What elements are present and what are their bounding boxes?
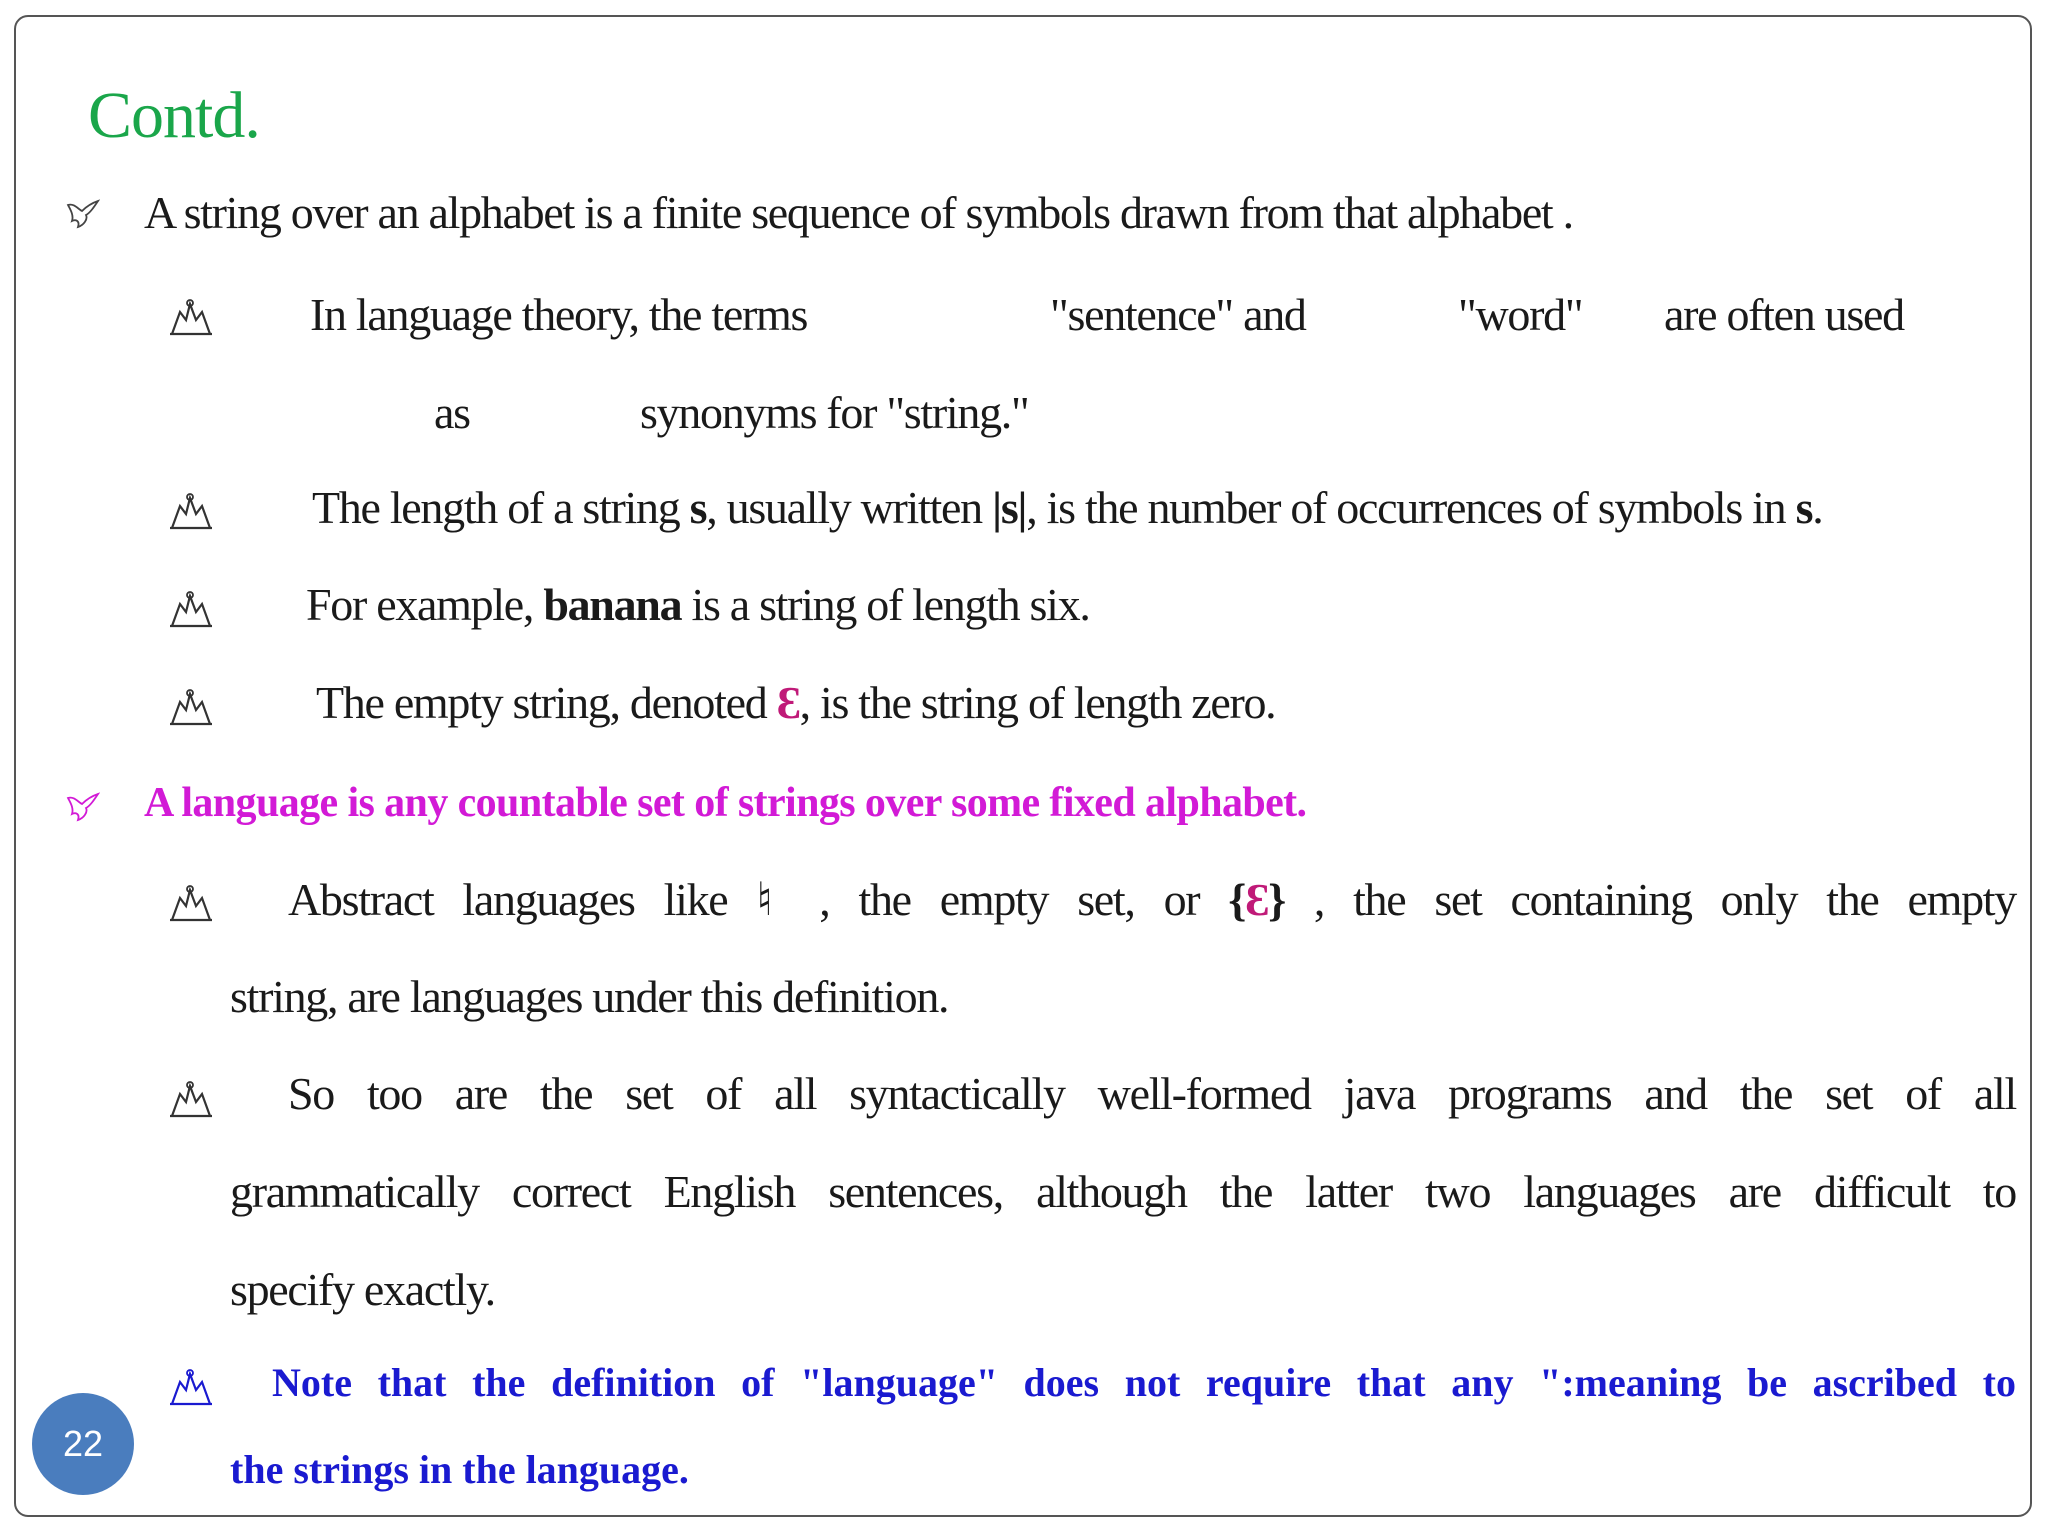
empty-string-text: The empty string, denoted Ɛ, is the string of length zero. (316, 677, 1276, 728)
string-length-text: The length of a string s, usually written |s|, is the number of occurrences of symbols in s. (312, 482, 1823, 533)
abstract-languages-line2: string, are languages under this definition. (230, 971, 949, 1022)
abstract-languages-line1: Abstract languages like ♮ , the empty set, or {Ɛ} , the set containing only the empty (288, 874, 2016, 925)
hands-icon (166, 688, 216, 728)
dove-icon (66, 792, 100, 822)
meaning-note-line2: the strings in the language. (230, 1447, 689, 1492)
hands-icon (166, 492, 216, 532)
slide-title: Contd. (88, 79, 260, 152)
sentence-terms-part5: as (434, 387, 470, 438)
hands-icon (166, 590, 216, 630)
page-number-badge: 22 (32, 1393, 134, 1495)
java-programs-line1: So too are the set of all syntactically well-formed java programs and the set of all (288, 1068, 2016, 1119)
banana-example-text: For example, banana is a string of length six. (306, 579, 1090, 630)
sentence-terms-part2: "sentence" and (1050, 289, 1306, 340)
hands-icon (166, 884, 216, 924)
java-programs-line3: specify exactly. (230, 1264, 495, 1315)
hands-icon (166, 298, 216, 338)
bullet-string-definition: A string over an alphabet is a finite sequence of symbols drawn from that alphabet . (144, 187, 1573, 238)
meaning-note-line1: Note that the definition of "language" does not require that any ":meaning be ascribed to (272, 1360, 2016, 1405)
dove-icon (66, 199, 100, 229)
sentence-terms-part1: In language theory, the terms (310, 289, 808, 340)
java-programs-line2: grammatically correct English sentences, although the latter two languages are difficult to (230, 1166, 2016, 1217)
hands-icon (166, 1080, 216, 1120)
sentence-terms-part6: synonyms for "string." (640, 387, 1029, 438)
sentence-terms-part3: "word" (1458, 289, 1583, 340)
sentence-terms-part4: are often used (1664, 289, 1904, 340)
hands-icon (166, 1368, 216, 1408)
natural-sign-icon: ♮ (756, 874, 791, 925)
bullet-language-definition: A language is any countable set of strings over some fixed alphabet. (144, 780, 1307, 826)
